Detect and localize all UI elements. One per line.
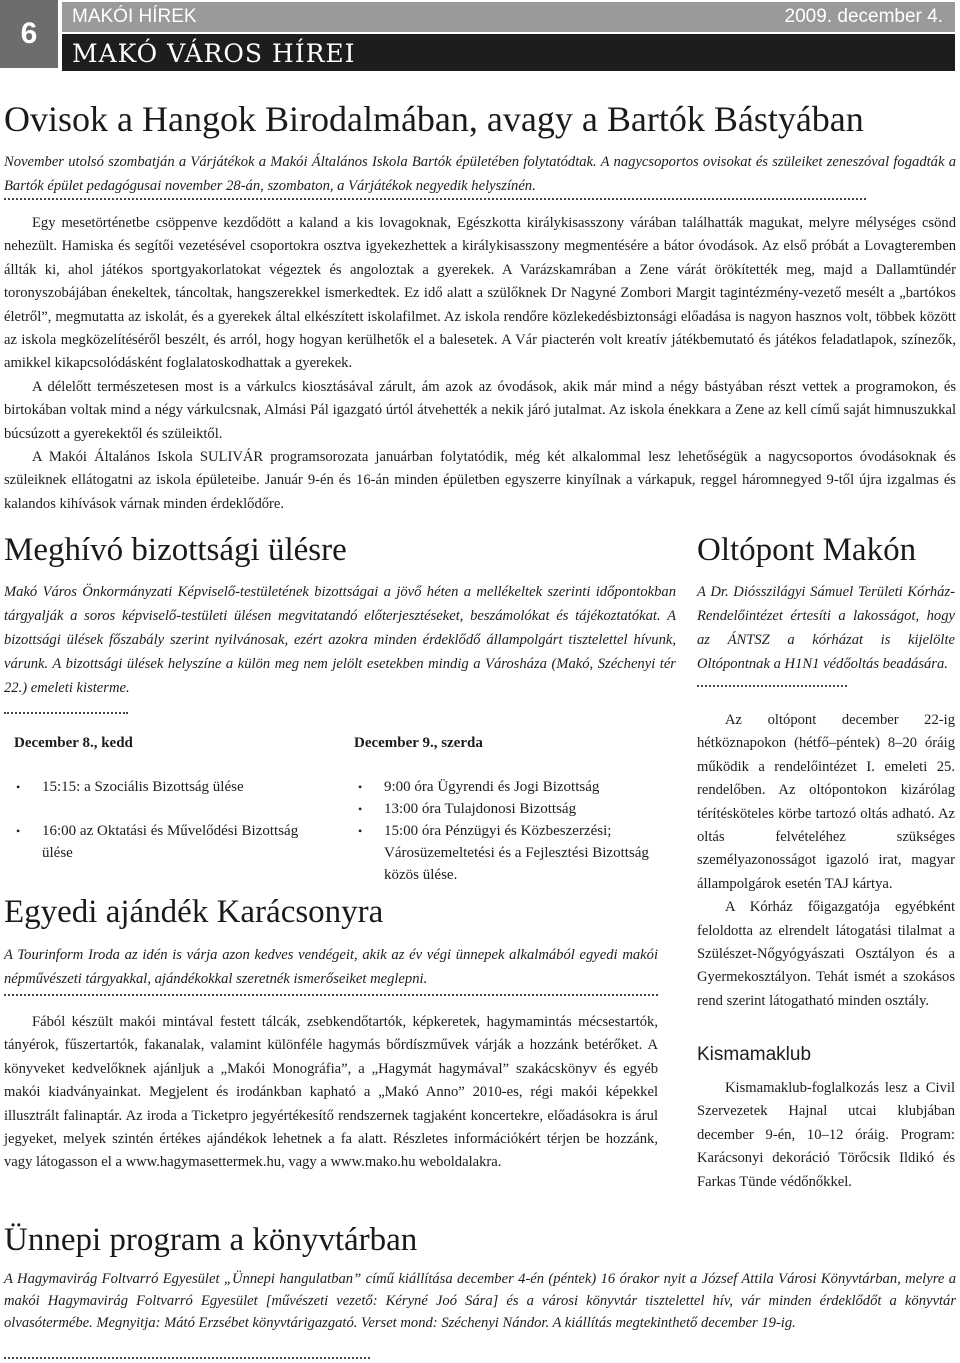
band-title: MAKÓ VÁROS HÍREI	[72, 39, 356, 68]
paragraph: A Makói Általános Iskola SULIVÁR programsorozata januárban folytatódik, még két alkalommal lesz lehetőségük a nagycsoportos óvodásoknak és szüleiknek ellátogatni az iskola épületeibe. Január 9-én és 16-án minden épületben egyszerre kinyílnak a várkapuk, reggel háromnegyed 9-től újra izgalmas és kalandos kihívások várnak minden érdeklődőre.	[4, 449, 956, 512]
article-lead: Makó Város Önkormányzati Képviselő-testületének bizottságai a jövő héten a mellékeltek szerinti időpontokban tárgyalják a soros képviselő-testületi ülésen megvitatandó előterjesztéseket, beszámolókat és tájékoztatókat. A bizottsági ülések főszabály szerint nyilvánosak, ezért azokra minden érdeklődő állampolgárt tisztelettel hívunk, várunk. A bizottsági ülések helyszíne a külön meg nem jelölt esetekben mindig a Városháza (Makó, Széchenyi tér 22.) emeleti kisterme.	[4, 584, 676, 696]
schedule-item: • 13:00 óra Tulajdonosi Bizottság	[356, 798, 676, 820]
paragraph: Kismamaklub-foglalkozás lesz a Civil Szervezetek Hajnal utcai klubjában december 9-én, 10–12 óráig. Program: Karácsonyi dekoráció Törőcsik Ildikó és Farkas Tünde védőnőkkel.	[697, 1080, 955, 1190]
article-title: Ovisok a Hangok Birodalmában, avagy a Bartók Bástyában	[4, 99, 864, 139]
sidebar-body	[697, 709, 955, 1013]
divider	[697, 685, 847, 687]
schedule-item: • 15:15: a Szociális Bizottság ülése	[14, 776, 304, 798]
divider	[4, 994, 658, 996]
schedule-list	[14, 776, 304, 864]
schedule-day-heading: December 8., kedd	[14, 735, 133, 751]
article-lead: November utolsó szombatján a Várjátékok a Makói Általános Iskola Bartók épületében folytatódtak. A nagycsoportos ovisokat és szüleiket zeneszóval fogadták a Bartók épület pedagógusai november 28-án, szombaton, a Várjátékok negyedik helyszínén.	[4, 154, 956, 194]
header-band	[62, 34, 955, 71]
schedule-item: • 16:00 az Oktatási és Művelődési Bizottság ülése	[14, 820, 304, 864]
section-name: MAKÓI HÍREK	[72, 6, 197, 27]
schedule-item: • 9:00 óra Ügyrendi és Jogi Bizottság	[356, 776, 676, 798]
sidebar-body	[697, 1077, 955, 1194]
article-body	[4, 1011, 658, 1175]
schedule-day-heading: December 9., szerda	[354, 735, 483, 751]
article-lead: A Hagymavirág Foltvarró Egyesület „Ünnepi hangulatban” című kiállítása december 4-én (péntek) 16 órakor nyit a József Attila Városi Könyvtárban, melyre a makói Hagymavirág Foltvarró Egyesület [művészeti vezető: Kéryné Joó Sára] és a városi könyvtár tisztelettel hív, vár minden érdeklődőt a könyvtár olvasótermébe. Megnyitja: Mátó Erzsébet könyvtárigazgató. Verset mond: Széchenyi Nándor. A kiállítás megtekinthető december 19-ig.	[4, 1271, 956, 1331]
sidebar-lead: A Dr. Diósszilágyi Sámuel Területi Kórház-Rendelőintézet értesíti a lakosságot, hogy az ÁNTSZ a kórházat is kijelölte Oltópontnak a H1N1 védőoltás beadására.	[697, 584, 955, 672]
article-body	[4, 212, 956, 516]
paragraph: A Kórház főigazgatója egyébként feloldotta az elrendelt látogatási tilalmat a Szülészet-Nőgyógyászati Osztályon és a Gyermekosztályon. Tehát ismét a szokásos rend szerint látogatható minden osztály.	[697, 899, 955, 1009]
paragraph: Fából készült makói mintával festett tálcák, zsebkendőtartók, képkeretek, hagymamintás mécsestartók, tányérok, fűszertartók, fakanalak, valamint különféle hagymás bőrdíszművek várják a hozzánk betérőket. A könyveket kedvelőknek ajánljuk a „Makói Monográfia”, a „Hagymát hagymával” szakácskönyv és egyéb makói kiadványainkat. Megjelent és irodánkban kapható a „Makó Anno” 2010-es, régi makói képekkel illusztrált falinaptár. Az iroda a Ticketpro jegyértékesítő rendszernek tagjaként koncertekre, előadásokra is árul jegyeket, melyek szintén értékes ajándékok lehetnek a fa alatt. Részletes információkért térjen be hozzánk, vagy látogasson el a www.hagymasettermek.hu, vagy a www.mako.hu weboldalakra.	[4, 1014, 658, 1171]
header-bar	[62, 2, 955, 32]
page-number: 6	[0, 0, 58, 68]
schedule-item: • 15:00 óra Pénzügyi és Közbeszerzési; Városüzemeltetési és a Fejlesztési Bizottság közös ülése.	[356, 820, 676, 886]
divider	[4, 712, 128, 714]
paragraph: A délelőtt természetesen most is a várkulcs kiosztásával zárult, ám azok az óvodások, akik már mind a négy bástyában részt vettek a programokon, és birtokában voltak mind a négy várkulcsnak, Almási Pál igazgató úrtól átvehették a nekik járó jutalmat. Az iskola énekkara a Zene az kell című saját himnuszukkal búcsúzott a gyerekektől és szüleiktől.	[4, 378, 956, 442]
issue-date: 2009. december 4.	[784, 6, 943, 27]
schedule-list	[356, 776, 676, 886]
paragraph: Egy mesetörténetbe csöppenve kezdődött a kaland a kis lovagoknak, Egészkotta királykisasszony várában találhatták magukat, melyre mélységes csönd nehezült. Hamiska és segítői vezetésével csoportokra osztva igyekezhettek a királykisasszony megmentésére a bátor óvodások. Az első próbát a Lovagteremben állták ki, ahol játékos sportgyakorlatokat végeztek és angoloztak a gyerekek. A Varázskamrában a Zene várát örökítették meg, majd a Dallamtündér toronyszobájában énekeltek, táncoltak, hangszerekkel ismerkedtek. Ez idő alatt a szülőknek Dr Nagyné Zombori Margit tagintézmény-vezető mesélt a „bartókos életről”, megmutatta az iskolát, és a gyerekek által elkészített iskolafilmet. Az iskola rendőre közlekedésbiztonsági előadása is nagyon hasznos volt, többek között az iskola megközelítéséről beszélt, és arról, hogy hogyan kerülhetők el a balesetek. A Vár piacterén volt kreatív játékbemutató és játékos feladatlapok, színezők, amikkel kikapcsolódásként foglalatoskodhattak a gyerekek.	[4, 215, 956, 372]
divider	[4, 198, 866, 200]
article-lead: A Tourinform Iroda az idén is várja azon kedves vendégeit, akik az év végi ünnepek alkalmából egyedi makói népművészeti tárgyakkal, ajándékokkal szeretnék ismerőseiket meglepni.	[4, 947, 658, 987]
article-title: Ünnepi program a könyvtárban	[4, 1222, 418, 1258]
sidebar-title: Oltópont Makón	[697, 532, 917, 568]
article-title: Egyedi ajándék Karácsonyra	[4, 894, 384, 930]
divider	[4, 1357, 370, 1359]
article-title: Meghívó bizottsági ülésre	[4, 532, 347, 568]
paragraph: Az oltópont december 22-ig hétköznapokon (hétfő–péntek) 8–20 óráig működik a rendelőintézet I. emeleti 25. rendelőben. Az oltópontokon kizárólag térítésköteles körbe tartozó oltás adható. Az oltás felvételéhez szükséges személyazonosságot igazoló irat, magyar állampolgárok esetén TAJ kártya.	[697, 712, 955, 892]
sidebar-subtitle: Kismamaklub	[697, 1044, 812, 1065]
